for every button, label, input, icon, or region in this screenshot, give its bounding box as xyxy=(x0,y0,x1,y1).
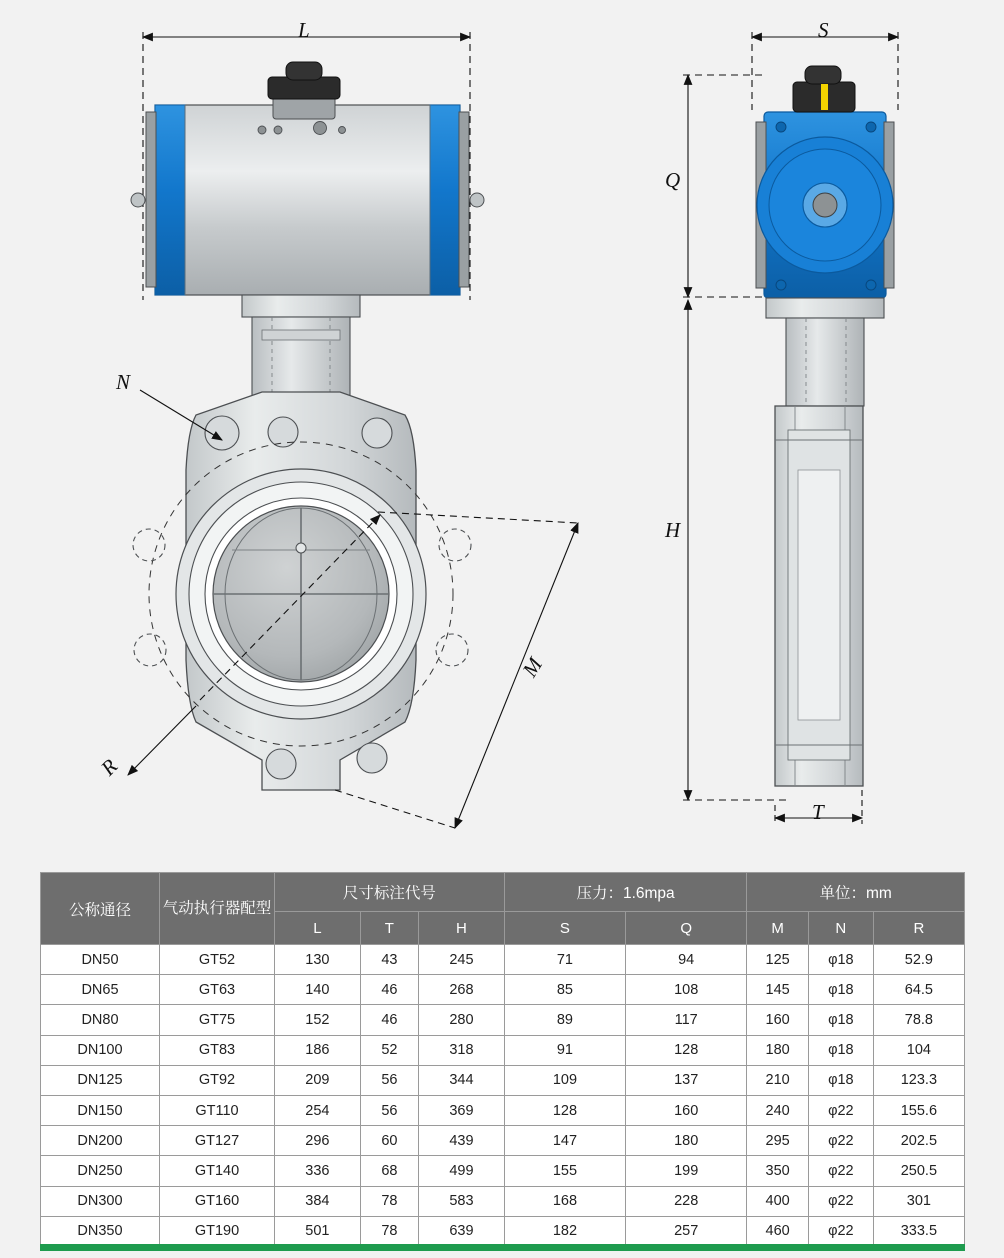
cell-Q: 108 xyxy=(626,975,747,1005)
dim-label-S: S xyxy=(818,18,829,42)
cell-H: 499 xyxy=(419,1156,505,1186)
cell-Q: 199 xyxy=(626,1156,747,1186)
table-row xyxy=(41,1126,965,1156)
cell-Q: 160 xyxy=(626,1095,747,1125)
table-row xyxy=(41,1095,965,1125)
cell-R: 333.5 xyxy=(873,1216,964,1246)
dim-label-R: R xyxy=(96,754,123,781)
cell-gt: GT190 xyxy=(160,1216,275,1246)
side-view xyxy=(683,32,898,824)
cell-H: 439 xyxy=(419,1126,505,1156)
front-view xyxy=(128,32,578,828)
header-col-S: S xyxy=(504,912,625,945)
table-row xyxy=(41,1186,965,1216)
cell-T: 60 xyxy=(360,1126,418,1156)
cell-H: 344 xyxy=(419,1065,505,1095)
cell-T: 56 xyxy=(360,1095,418,1125)
header-unit: 单位：mm xyxy=(747,873,965,912)
cell-gt: GT83 xyxy=(160,1035,275,1065)
cell-dn: DN100 xyxy=(41,1035,160,1065)
cell-M: 460 xyxy=(747,1216,809,1246)
cell-N: φ18 xyxy=(808,975,873,1005)
cell-S: 168 xyxy=(504,1186,625,1216)
table-row xyxy=(41,975,965,1005)
cell-Q: 94 xyxy=(626,945,747,975)
cell-L: 384 xyxy=(275,1186,361,1216)
cell-H: 318 xyxy=(419,1035,505,1065)
cell-dn: DN300 xyxy=(41,1186,160,1216)
cell-T: 78 xyxy=(360,1216,418,1246)
cell-dn: DN250 xyxy=(41,1156,160,1186)
cell-R: 155.6 xyxy=(873,1095,964,1125)
cell-R: 52.9 xyxy=(873,945,964,975)
header-actuator-model: 气动执行器配型 xyxy=(160,873,275,945)
cell-R: 250.5 xyxy=(873,1156,964,1186)
dim-label-L: L xyxy=(298,18,310,42)
cell-gt: GT127 xyxy=(160,1126,275,1156)
cell-M: 350 xyxy=(747,1156,809,1186)
cell-M: 180 xyxy=(747,1035,809,1065)
cell-L: 296 xyxy=(275,1126,361,1156)
cell-T: 43 xyxy=(360,945,418,975)
cell-N: φ18 xyxy=(808,1005,873,1035)
cell-S: 147 xyxy=(504,1126,625,1156)
cell-H: 245 xyxy=(419,945,505,975)
cell-S: 71 xyxy=(504,945,625,975)
cell-dn: DN65 xyxy=(41,975,160,1005)
cell-L: 501 xyxy=(275,1216,361,1246)
cell-S: 182 xyxy=(504,1216,625,1246)
cell-L: 209 xyxy=(275,1065,361,1095)
dim-label-Q: Q xyxy=(665,168,681,192)
cell-dn: DN50 xyxy=(41,945,160,975)
cell-M: 240 xyxy=(747,1095,809,1125)
header-col-T: T xyxy=(360,912,418,945)
cell-H: 280 xyxy=(419,1005,505,1035)
cell-N: φ18 xyxy=(808,945,873,975)
cell-dn: DN350 xyxy=(41,1216,160,1246)
header-pressure: 压力：1.6mpa xyxy=(504,873,747,912)
cell-gt: GT160 xyxy=(160,1186,275,1216)
cell-N: φ22 xyxy=(808,1216,873,1246)
cell-R: 123.3 xyxy=(873,1065,964,1095)
dim-label-N: N xyxy=(116,370,131,394)
cell-R: 104 xyxy=(873,1035,964,1065)
cell-gt: GT140 xyxy=(160,1156,275,1186)
header-col-H: H xyxy=(419,912,505,945)
table-header-row-top xyxy=(41,873,965,912)
cell-M: 160 xyxy=(747,1005,809,1035)
cell-Q: 228 xyxy=(626,1186,747,1216)
cell-M: 145 xyxy=(747,975,809,1005)
cell-dn: DN200 xyxy=(41,1126,160,1156)
header-dimension-codes: 尺寸标注代号 xyxy=(275,873,505,912)
table-row xyxy=(41,1035,965,1065)
cell-S: 85 xyxy=(504,975,625,1005)
header-col-M: M xyxy=(747,912,809,945)
cell-M: 125 xyxy=(747,945,809,975)
cell-N: φ22 xyxy=(808,1186,873,1216)
cell-L: 152 xyxy=(275,1005,361,1035)
cell-Q: 180 xyxy=(626,1126,747,1156)
bottom-accent-bar xyxy=(40,1244,965,1251)
cell-S: 128 xyxy=(504,1095,625,1125)
cell-gt: GT110 xyxy=(160,1095,275,1125)
cell-T: 68 xyxy=(360,1156,418,1186)
cell-R: 301 xyxy=(873,1186,964,1216)
cell-M: 295 xyxy=(747,1126,809,1156)
table-head xyxy=(41,873,965,945)
cell-H: 583 xyxy=(419,1186,505,1216)
table-row xyxy=(41,1065,965,1095)
cell-T: 52 xyxy=(360,1035,418,1065)
table-row xyxy=(41,1216,965,1246)
cell-N: φ22 xyxy=(808,1126,873,1156)
dim-label-M: M xyxy=(517,653,548,682)
cell-dn: DN150 xyxy=(41,1095,160,1125)
table-row xyxy=(41,1156,965,1186)
cell-S: 91 xyxy=(504,1035,625,1065)
cell-M: 400 xyxy=(747,1186,809,1216)
header-col-R: R xyxy=(873,912,964,945)
cell-H: 268 xyxy=(419,975,505,1005)
table-row xyxy=(41,945,965,975)
cell-L: 140 xyxy=(275,975,361,1005)
cell-dn: DN125 xyxy=(41,1065,160,1095)
dim-label-T: T xyxy=(812,800,824,824)
cell-M: 210 xyxy=(747,1065,809,1095)
header-col-N: N xyxy=(808,912,873,945)
cell-R: 78.8 xyxy=(873,1005,964,1035)
cell-L: 130 xyxy=(275,945,361,975)
cell-S: 109 xyxy=(504,1065,625,1095)
cell-T: 78 xyxy=(360,1186,418,1216)
cell-N: φ18 xyxy=(808,1035,873,1065)
spec-table xyxy=(40,872,965,1247)
cell-S: 155 xyxy=(504,1156,625,1186)
cell-T: 46 xyxy=(360,1005,418,1035)
cell-S: 89 xyxy=(504,1005,625,1035)
cell-Q: 137 xyxy=(626,1065,747,1095)
dimension-table xyxy=(40,872,965,1247)
cell-N: φ18 xyxy=(808,1065,873,1095)
cell-H: 369 xyxy=(419,1095,505,1125)
cell-R: 202.5 xyxy=(873,1126,964,1156)
cell-N: φ22 xyxy=(808,1095,873,1125)
dim-label-H: H xyxy=(665,518,681,542)
header-col-L: L xyxy=(275,912,361,945)
cell-N: φ22 xyxy=(808,1156,873,1186)
cell-gt: GT63 xyxy=(160,975,275,1005)
cell-H: 639 xyxy=(419,1216,505,1246)
cell-L: 254 xyxy=(275,1095,361,1125)
header-nominal-diameter: 公称通径 xyxy=(41,873,160,945)
cell-L: 336 xyxy=(275,1156,361,1186)
cell-gt: GT52 xyxy=(160,945,275,975)
cell-dn: DN80 xyxy=(41,1005,160,1035)
cell-T: 46 xyxy=(360,975,418,1005)
cell-Q: 257 xyxy=(626,1216,747,1246)
table-body xyxy=(41,945,965,1247)
cell-gt: GT75 xyxy=(160,1005,275,1035)
header-col-Q: Q xyxy=(626,912,747,945)
cell-Q: 128 xyxy=(626,1035,747,1065)
cell-R: 64.5 xyxy=(873,975,964,1005)
cell-T: 56 xyxy=(360,1065,418,1095)
cell-gt: GT92 xyxy=(160,1065,275,1095)
cell-Q: 117 xyxy=(626,1005,747,1035)
table-row xyxy=(41,1005,965,1035)
cell-L: 186 xyxy=(275,1035,361,1065)
